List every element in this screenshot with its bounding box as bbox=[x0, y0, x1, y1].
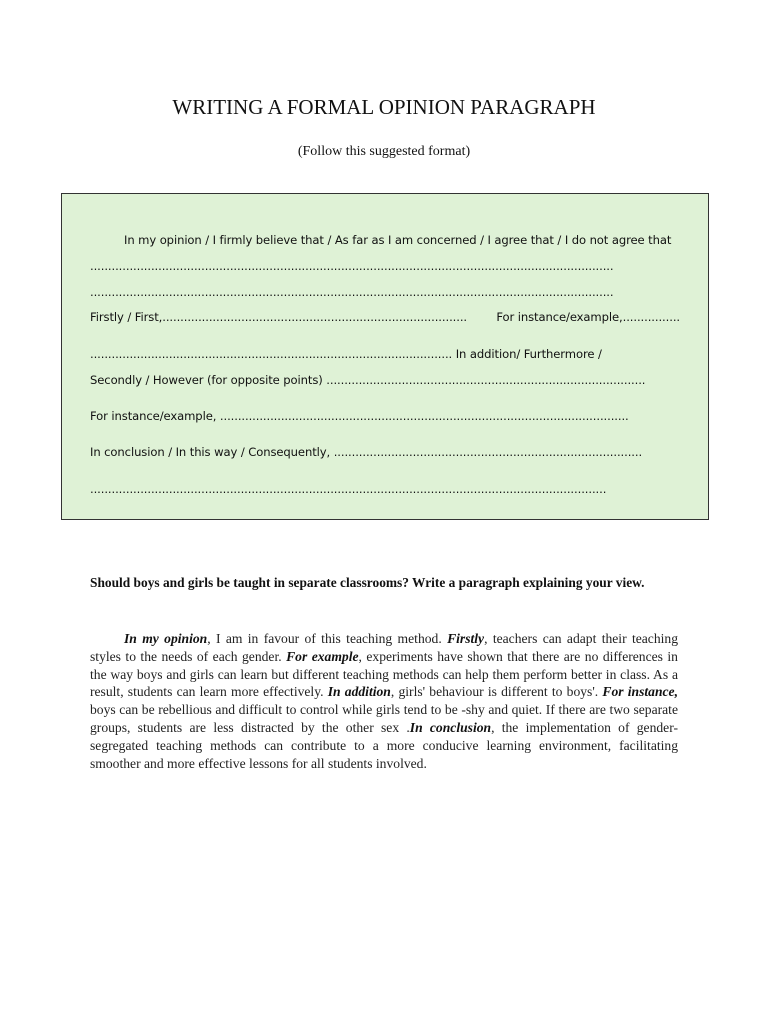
task-question: Should boys and girls be taught in separate classrooms? Write a paragraph explaining your view. bbox=[90, 575, 645, 590]
linking-phrase: In conclusion bbox=[409, 719, 492, 735]
template-secondly-line: Secondly / However (for opposite points) ......................................................................................... bbox=[90, 373, 646, 387]
template-dotted-line: .................................................................................................................................................. bbox=[90, 285, 614, 299]
template-dotted-line: ................................................................................................................................................ bbox=[90, 482, 607, 496]
linking-phrase: For example bbox=[286, 648, 359, 664]
template-firstly-label: Firstly / First,..................................................................................... bbox=[90, 310, 467, 324]
linking-phrase: In my opinion bbox=[124, 631, 208, 646]
template-instance-line: For instance/example, .................................................................................................................. bbox=[90, 409, 629, 423]
page-subtitle: (Follow this suggested format) bbox=[297, 144, 471, 159]
template-instance-label: For instance/example,................ bbox=[496, 310, 680, 324]
template-addition-line bbox=[90, 347, 650, 361]
template-dotted-segment: ..................................................................................................... bbox=[90, 347, 453, 361]
answer-text: , experiments have shown that there are no differences in the way boys and girls can learn but different teaching methods can help them perform better in class. As a result, students can learn more effectively. bbox=[90, 648, 678, 700]
answer-text: , girls' behaviour is different to boys'. bbox=[390, 684, 603, 700]
linking-phrase: Firstly bbox=[447, 631, 485, 646]
answer-text: boys can be rebellious and difficult to control while girls tend to be -shy and quiet. If there are two separate groups, students are less distracted by the other sex . bbox=[90, 702, 678, 735]
answer-text: , I am in favour of this teaching method. bbox=[207, 631, 448, 646]
template-conclusion-line: In conclusion / In this way / Consequently, ...................................................................................... bbox=[90, 445, 643, 459]
template-addition-label: In addition/ Furthermore / bbox=[455, 347, 602, 361]
linking-phrase: In addition bbox=[327, 684, 391, 700]
template-opening-line: In my opinion / I firmly believe that / As far as I am concerned / I agree that / I do not agree that bbox=[124, 233, 672, 247]
template-firstly-line bbox=[90, 310, 680, 324]
page-title: WRITING A FORMAL OPINION PARAGRAPH bbox=[172, 95, 596, 119]
paragraph-template-box bbox=[61, 193, 709, 520]
answer-text: , the implementation of gender-segregated teaching methods can contribute to a more conducive learning environment, facilitating smoother and more effective lessons for all students involved. bbox=[90, 719, 679, 771]
template-dotted-line: .................................................................................................................................................. bbox=[90, 259, 614, 273]
answer-text: , teachers can adapt their teaching styles to the needs of each gender. bbox=[90, 631, 678, 664]
linking-phrase: For instance, bbox=[602, 684, 678, 700]
answer-paragraph bbox=[90, 630, 678, 772]
